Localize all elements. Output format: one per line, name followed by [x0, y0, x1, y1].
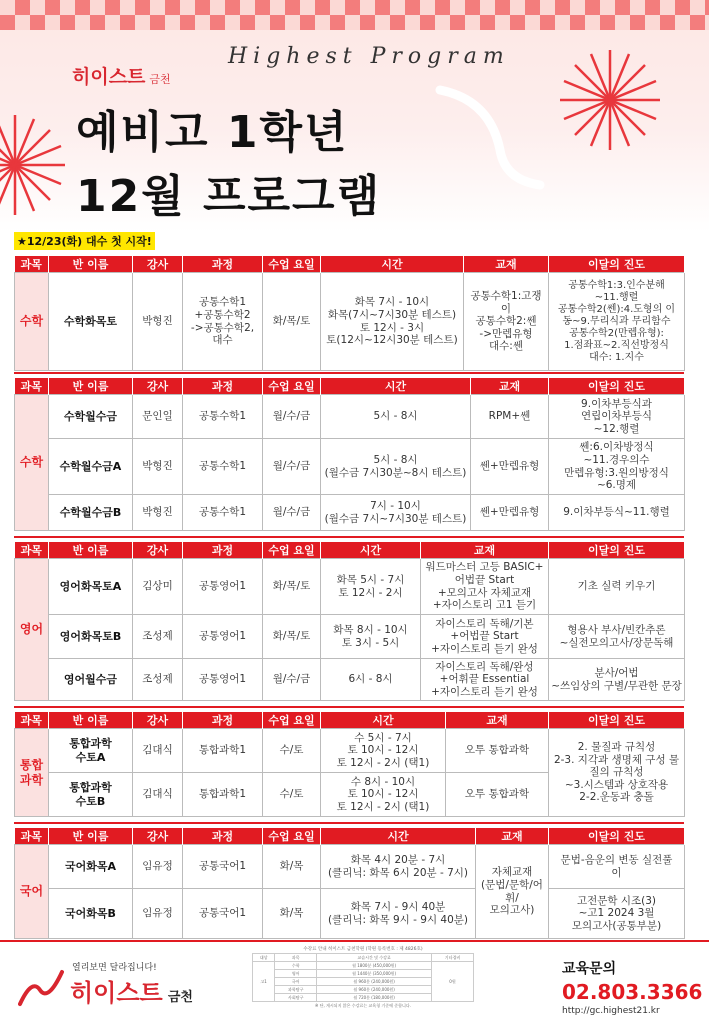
footer-brand: 히이스트 [70, 979, 163, 1007]
science-table [14, 712, 685, 817]
column-header: 이달의 진도 [549, 828, 685, 845]
table-row [15, 729, 685, 773]
column-header: 과정 [183, 256, 263, 273]
column-header: 과정 [183, 712, 263, 729]
table-cell: 공통수학1 [183, 495, 263, 531]
column-header: 반 이름 [49, 828, 133, 845]
table-row [15, 495, 685, 531]
table-cell: 국어 [275, 978, 317, 986]
table-cell: 월/수/금 [263, 439, 321, 495]
table-cell: 수학월수금A [49, 439, 133, 495]
table-cell: 월 960분 (240,000원) [317, 986, 432, 994]
column-header: 교재 [446, 712, 549, 729]
math-table-1 [14, 256, 685, 371]
table-cell: 공통수학1 +공통수학2 ->공통수학2, 대수 [183, 273, 263, 371]
table-cell: 통합과학 수토B [49, 773, 133, 817]
table-cell: 자체교재 (문법/문학/어휘/ 모의고사) [476, 845, 549, 939]
table-cell: 공통수학1 [183, 395, 263, 439]
fee-table: 수강료 안내 히이스트 금천학원 (학원 등록번호 : 제 4826호) 대상 과목 교습시간 및 수강료 기타경비 고1 수학 월 1800분 (450,000원) 0원 영어 월 1440분 (350,000원) 국어 월 960분 (240,000원) 과학탐구 월 960분 (240,000원) 사회탐구 월 720분 (180,000원) ※ 단, 게시되지 않은 수강료는 교육청 기준에 준합니다. [252, 946, 474, 1009]
contact-info [562, 958, 702, 1016]
table-cell: 김상미 [133, 559, 183, 615]
column-header: 수업 요일 [263, 542, 321, 559]
column-header: 과정 [183, 828, 263, 845]
table-cell: 2. 물질과 규칙성 2-3. 지각과 생명체 구성 물 질의 규칙성 ~3.시스템과 상호작용 2-2.운동과 충돌 [549, 729, 685, 817]
column-header: 이달의 진도 [549, 378, 685, 395]
table-cell: 9.이차부등식과 연립이차부등식 ~12.행렬 [549, 395, 685, 439]
table-cell: 화/목 [263, 845, 321, 889]
table-cell: 오투 통합과학 [446, 729, 549, 773]
column-header: 시간 [321, 378, 471, 395]
divider [14, 706, 684, 708]
table-cell: 과학탐구 [275, 986, 317, 994]
column-header: 과목 [15, 712, 49, 729]
table-cell: 문인일 [133, 395, 183, 439]
table-cell: 기초 실력 키우기 [549, 559, 685, 615]
table-cell: 화/목/토 [263, 615, 321, 659]
start-notice: ★12/23(화) 대수 첫 시작! [14, 232, 155, 250]
table-cell: 수학월수금B [49, 495, 133, 531]
table-cell: 공통영어1 [183, 559, 263, 615]
table-cell: 통합과학 수토A [49, 729, 133, 773]
table-cell: 7시 - 10시 (월수금 7시~7시30분 테스트) [321, 495, 471, 531]
table-cell: 공통수학1:고쟁이 공통수학2:쎈 ->만렙유형 대수:쎈 [464, 273, 549, 371]
subject-cell: 수학 [15, 395, 49, 531]
table-row [15, 659, 685, 701]
table-cell: 쎈+만렙유형 [471, 439, 549, 495]
table-cell: 수 5시 - 7시 토 10시 - 12시 토 12시 - 2시 (택1) [321, 729, 446, 773]
table-cell: 수학 [275, 962, 317, 970]
footer-slogan: 열리보면 달라집니다! [72, 963, 157, 973]
table-header [15, 542, 685, 559]
column-header: 강사 [133, 542, 183, 559]
math-table-2 [14, 378, 685, 531]
subject-cell: 수학 [15, 273, 49, 371]
column-header: 과목 [15, 828, 49, 845]
table-cell: 자이스토리 독해/기본 +어법끝 Start +자이스토리 듣기 완성 [421, 615, 549, 659]
table-header [15, 378, 685, 395]
table-cell: 영어화목토A [49, 559, 133, 615]
table-cell: 영어 [275, 970, 317, 978]
table-cell: 김대식 [133, 729, 183, 773]
table-cell: 월/수/금 [263, 395, 321, 439]
phone-number[interactable]: 02.803.3366 [562, 980, 703, 1004]
korean-table [14, 828, 685, 939]
table-header [15, 712, 685, 729]
column-header: 강사 [133, 712, 183, 729]
column-header: 교재 [476, 828, 549, 845]
table-cell: 월 1800분 (450,000원) [317, 962, 432, 970]
table-cell: 통합과학1 [183, 773, 263, 817]
table-cell: 공통국어1 [183, 889, 263, 939]
table-cell: 0원 [431, 962, 473, 1002]
table-cell: 월 720분 (180,000원) [317, 994, 432, 1002]
table-cell: 과목 [275, 954, 317, 962]
column-header: 과목 [15, 378, 49, 395]
footer-divider [0, 940, 709, 942]
table-cell: 월 1440분 (350,000원) [317, 970, 432, 978]
column-header: 수업 요일 [263, 828, 321, 845]
page-title-line2: 12월 프로그램 [76, 171, 382, 222]
class-name: 수학화목토 [49, 273, 133, 371]
website-link[interactable]: http://gc.highest21.kr [562, 1006, 660, 1016]
firework-right-icon [555, 45, 665, 155]
table-cell: 워드마스터 고등 BASIC+ 어법끝 Start +모의고사 자체교재 +자이스토리 고1 듣기 [421, 559, 549, 615]
column-header: 수업 요일 [263, 378, 321, 395]
table-cell: 통합과학1 [183, 729, 263, 773]
table-cell: 월/수/금 [263, 659, 321, 701]
table-row [15, 845, 685, 889]
column-header: 강사 [133, 256, 183, 273]
column-header: 이달의 진도 [549, 542, 685, 559]
table-cell: 국어 [15, 845, 49, 939]
table-cell: 5시 - 8시 (월수금 7시30분~8시 테스트) [321, 439, 471, 495]
brand-name: 히이스트 [72, 66, 146, 88]
table-cell: 공통영어1 [183, 659, 263, 701]
column-header: 과정 [183, 378, 263, 395]
column-header: 시간 [321, 542, 421, 559]
table-cell: 고전문학 시조(3) ~고1 2024 3월 모의고사(공통부분) [549, 889, 685, 939]
table-cell: 임유정 [133, 889, 183, 939]
page-title-line1: 예비고 1학년 [76, 107, 349, 158]
table-cell: 공통수학1 [183, 439, 263, 495]
table-cell: 조성제 [133, 615, 183, 659]
table-cell: 월/수/금 [263, 495, 321, 531]
streamer-decoration [430, 80, 550, 190]
table-cell: 화/목/토 [263, 559, 321, 615]
table-cell: 오투 통합과학 [446, 773, 549, 817]
checker-pattern [0, 0, 709, 30]
table-row [15, 273, 685, 371]
firework-left-icon [0, 110, 70, 220]
table-cell: 9.이차부등식~11.행렬 [549, 495, 685, 531]
table-cell: 화목 5시 - 7시 토 12시 - 2시 [321, 559, 421, 615]
table-cell: 영어월수금 [49, 659, 133, 701]
table-cell: 화목 7시 - 10시 화목(7시~7시30분 테스트) 토 12시 - 3시 토(12시~12시30분 테스트) [321, 273, 464, 371]
table-cell: 분사/어법 ~쓰임상의 구별/무관한 문장 [549, 659, 685, 701]
column-header: 반 이름 [49, 542, 133, 559]
table-cell: 화목 4시 20분 - 7시 (클리닉: 화목 6시 20분 - 7시) [321, 845, 476, 889]
table-cell: 공통영어1 [183, 615, 263, 659]
column-header: 시간 [321, 256, 464, 273]
column-header: 이달의 진도 [549, 712, 685, 729]
table-cell: 영어 [15, 559, 49, 701]
table-cell: 6시 - 8시 [321, 659, 421, 701]
table-cell: RPM+쎈 [471, 395, 549, 439]
table-cell: 대상 [253, 954, 275, 962]
table-cell: 쎈+만렙유형 [471, 495, 549, 531]
column-header: 과목 [15, 256, 49, 273]
hero-banner [0, 0, 709, 232]
column-header: 시간 [321, 712, 446, 729]
table-cell: 자이스토리 독해/완성 +어휘끝 Essential +자이스토리 듣기 완성 [421, 659, 549, 701]
column-header: 이달의 진도 [549, 256, 685, 273]
table-cell: 공통수학1:3.인수분해 ~11.행렬 공통수학2(쎈):4.도형의 이 동~9.무리식과 무리함수 공통수학2(만렙유형): 1.점좌표~2.직선방정식 대수: 1.지수 [549, 273, 685, 371]
table-cell: 수/토 [263, 729, 321, 773]
table-cell: 통합 과학 [15, 729, 49, 817]
table-cell: 공통국어1 [183, 845, 263, 889]
table-cell: 영어화목토B [49, 615, 133, 659]
table-cell: 박형진 [133, 495, 183, 531]
table-cell: 5시 - 8시 [321, 395, 471, 439]
column-header: 수업 요일 [263, 712, 321, 729]
table-cell: 박형진 [133, 273, 183, 371]
column-header: 교재 [421, 542, 549, 559]
table-header [15, 256, 685, 273]
brand-sub: 금천 [149, 73, 171, 86]
table-cell: 화목 7시 - 9시 40분 (클리닉: 화목 9시 - 9시 40분) [321, 889, 476, 939]
table-cell: 국어화목B [49, 889, 133, 939]
column-header: 반 이름 [49, 256, 133, 273]
table-cell: 박형진 [133, 439, 183, 495]
table-row [15, 439, 685, 495]
column-header: 교재 [471, 378, 549, 395]
table-cell: 국어화목A [49, 845, 133, 889]
column-header: 교재 [464, 256, 549, 273]
script-title: Highest Program [228, 44, 510, 69]
footer-logo [22, 960, 193, 1008]
column-header: 강사 [133, 828, 183, 845]
table-cell: 기타경비 [431, 954, 473, 962]
table-cell: 수학월수금 [49, 395, 133, 439]
column-header: 과정 [183, 542, 263, 559]
column-header: 반 이름 [49, 712, 133, 729]
table-cell: 화목 8시 - 10시 토 3시 - 5시 [321, 615, 421, 659]
divider [14, 536, 684, 538]
table-cell: 고1 [253, 962, 275, 1002]
table-cell: 수 8시 - 10시 토 10시 - 12시 토 12시 - 2시 (택1) [321, 773, 446, 817]
divider [14, 372, 684, 374]
table-cell: 임유정 [133, 845, 183, 889]
column-header: 과목 [15, 542, 49, 559]
column-header: 시간 [321, 828, 476, 845]
column-header: 반 이름 [49, 378, 133, 395]
table-row [15, 559, 685, 615]
table-cell: 화/목 [263, 889, 321, 939]
contact-label: 교육문의 [562, 961, 617, 977]
table-row [15, 395, 685, 439]
table-cell: 수/토 [263, 773, 321, 817]
table-cell: 쎈:6.이차방정식 ~11.경우의수 만렙유형:3.원의방정식 ~6.명제 [549, 439, 685, 495]
table-cell: 문법-음운의 변동 실전풀 이 [549, 845, 685, 889]
column-header: 강사 [133, 378, 183, 395]
table-header [15, 828, 685, 845]
table-cell: 김대식 [133, 773, 183, 817]
table-cell: 월 960분 (240,000원) [317, 978, 432, 986]
english-table [14, 542, 685, 701]
brand-logo [72, 62, 171, 89]
table-cell: 사회탐구 [275, 994, 317, 1002]
table-row [15, 615, 685, 659]
table-cell: 형용사 부사/빈칸추론 ~실전모의고사/장문독해 [549, 615, 685, 659]
table-row [15, 889, 685, 939]
column-header: 수업 요일 [263, 256, 321, 273]
table-cell: 교습시간 및 수강료 [317, 954, 432, 962]
table-cell: 화/목/토 [263, 273, 321, 371]
footer-brand-sub: 금천 [167, 990, 193, 1005]
table-cell: 조성제 [133, 659, 183, 701]
divider [14, 822, 684, 824]
